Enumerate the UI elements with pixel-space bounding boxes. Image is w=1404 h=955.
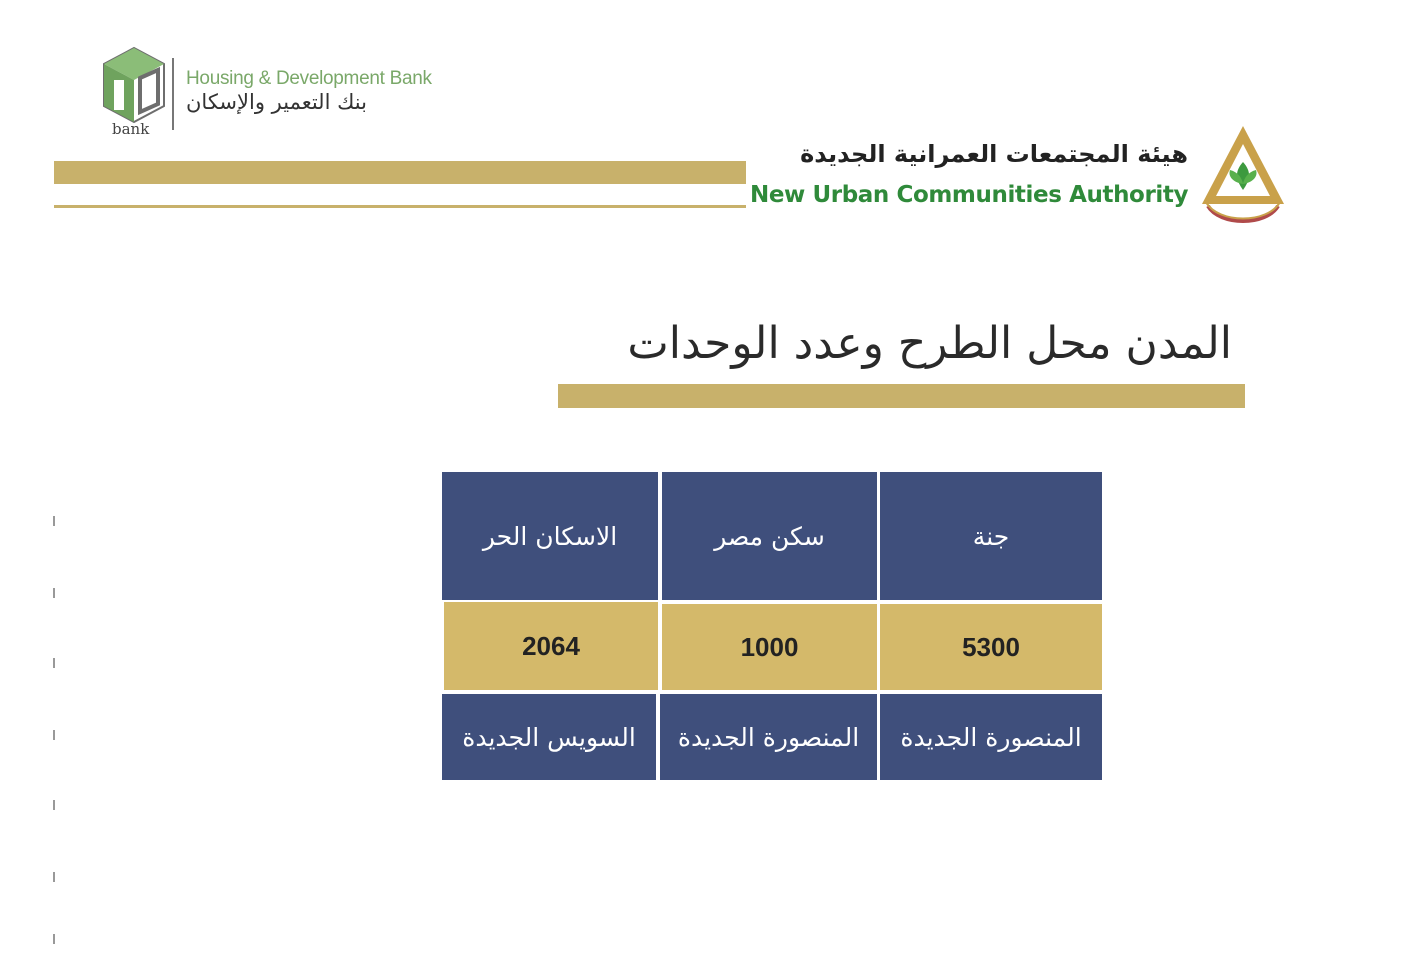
- table-count-cell: 1000: [662, 604, 877, 690]
- edge-mark: [53, 800, 55, 810]
- page-title: المدن محل الطرح وعدد الوحدات: [627, 318, 1232, 369]
- edge-mark: [53, 588, 55, 598]
- edge-mark: [53, 730, 55, 740]
- nuca-triangle-logo-icon: [1198, 122, 1288, 230]
- bank-logo-divider: [172, 58, 174, 130]
- edge-mark: [53, 872, 55, 882]
- bank-name-en: Housing & Development Bank: [186, 68, 432, 89]
- table-city-cell: المنصورة الجديدة: [880, 694, 1102, 780]
- header-gold-bar: [54, 161, 746, 184]
- edge-mark: [53, 658, 55, 668]
- bank-logo: [100, 44, 450, 140]
- bank-wordmark: bank: [112, 120, 150, 138]
- table-city-cell: المنصورة الجديدة: [660, 694, 877, 780]
- authority-name-en: New Urban Communities Authority: [750, 182, 1189, 208]
- table-header-cell: جنة: [880, 472, 1102, 600]
- table-count-cell: 2064: [444, 602, 658, 690]
- edge-mark: [53, 934, 55, 944]
- units-table: [442, 472, 1102, 780]
- table-header-cell: سكن مصر: [662, 472, 877, 600]
- bank-name-ar: بنك التعمير والإسكان: [186, 90, 367, 114]
- header-gold-line: [54, 205, 746, 208]
- table-header-cell: الاسكان الحر: [442, 472, 658, 600]
- edge-mark: [53, 516, 55, 526]
- table-city-cell: السويس الجديدة: [442, 694, 656, 780]
- title-underline: [558, 384, 1245, 408]
- authority-name-ar: هيئة المجتمعات العمرانية الجديدة: [800, 140, 1188, 168]
- table-count-cell: 5300: [880, 604, 1102, 690]
